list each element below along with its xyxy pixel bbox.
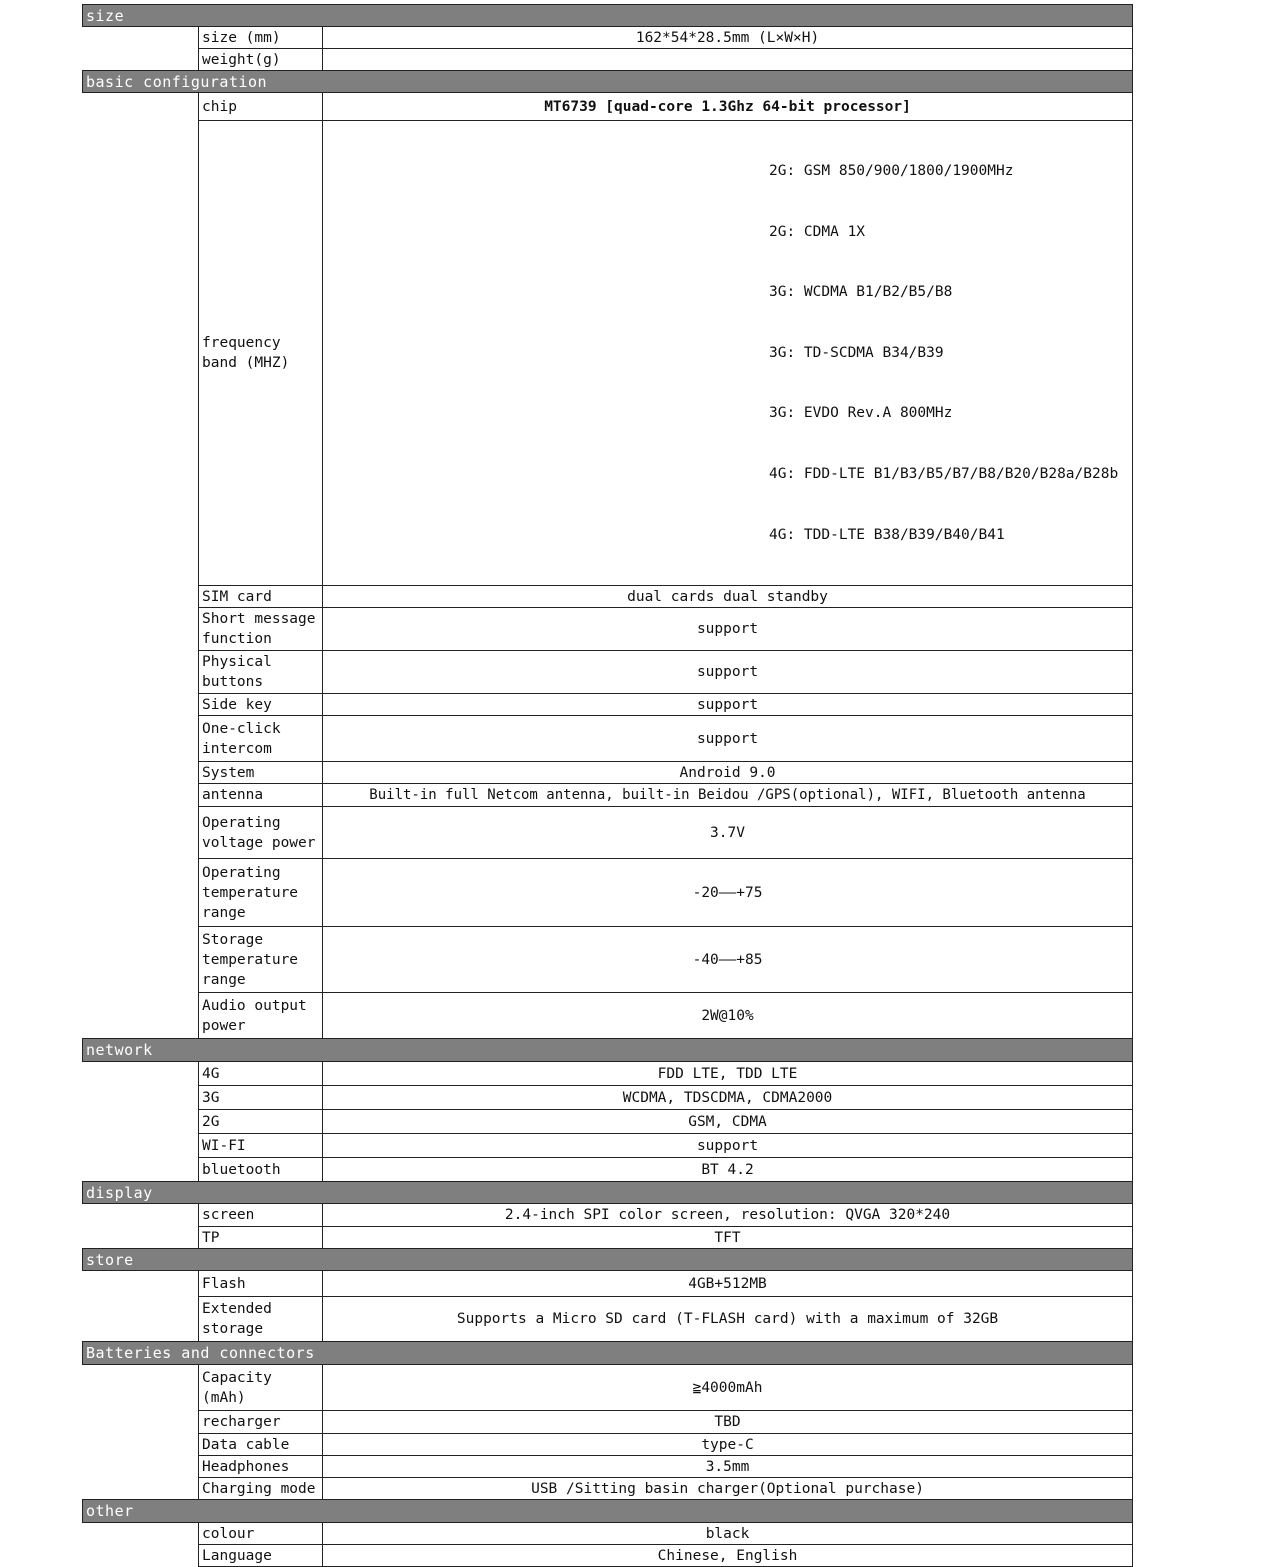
spec-value (323, 49, 1133, 71)
spec-row (83, 1434, 1133, 1456)
section-header-batteries-and-connectors (83, 1342, 1133, 1365)
spec-value: TBD (323, 1411, 1133, 1434)
spec-row (83, 859, 1133, 927)
section-title: Batteries and connectors (83, 1342, 1133, 1365)
spec-value: support (323, 694, 1133, 716)
spec-row (83, 1271, 1133, 1297)
spec-value: GSM, CDMA (323, 1110, 1133, 1134)
frequency-line: 2G: GSM 850/900/1800/1900MHz (769, 163, 1014, 179)
spec-row (83, 608, 1133, 651)
spec-value: TFT (323, 1227, 1133, 1249)
spec-row (83, 694, 1133, 716)
spec-label: recharger (199, 1411, 323, 1434)
spec-label: Side key (199, 694, 323, 716)
section-title: basic configuration (83, 71, 1133, 93)
spec-value: type-C (323, 1434, 1133, 1456)
spec-label: Audio output power (199, 993, 323, 1039)
frequency-list (323, 121, 1133, 586)
spec-label: weight(g) (199, 49, 323, 71)
frequency-line: 2G: CDMA 1X (769, 223, 866, 240)
spec-row (83, 27, 1133, 49)
spec-value: support (323, 1134, 1133, 1158)
spec-label: frequency band (MHZ) (199, 121, 323, 586)
section-title: size (83, 5, 1133, 27)
spec-row (83, 762, 1133, 784)
section-title: other (83, 1500, 1133, 1523)
spec-row (83, 993, 1133, 1039)
spec-row-frequency (83, 121, 1133, 586)
spec-row (83, 807, 1133, 859)
spec-label: Operating temperature range (199, 859, 323, 927)
spec-label: WI-FI (199, 1134, 323, 1158)
section-title: network (83, 1039, 1133, 1062)
spec-row (83, 716, 1133, 762)
spec-row (83, 651, 1133, 694)
spec-row (83, 1227, 1133, 1249)
spec-value: Android 9.0 (323, 762, 1133, 784)
spec-value: FDD LTE, TDD LTE (323, 1062, 1133, 1086)
spec-label: Storage temperature range (199, 927, 323, 993)
frequency-line: 3G: EVDO Rev.A 800MHz (769, 405, 953, 422)
section-header-basic-configuration (83, 71, 1133, 93)
section-title: store (83, 1249, 1133, 1271)
spec-value: -40——+85 (323, 927, 1133, 993)
spec-value: support (323, 716, 1133, 762)
spec-row (83, 1523, 1133, 1545)
spec-row (83, 784, 1133, 807)
spec-label: 4G (199, 1062, 323, 1086)
spec-label: screen (199, 1204, 323, 1227)
spec-row (83, 1411, 1133, 1434)
spec-value: support (323, 608, 1133, 651)
spec-label: bluetooth (199, 1158, 323, 1182)
spec-value: Supports a Micro SD card (T-FLASH card) with a maximum of 32GB (323, 1297, 1133, 1342)
spec-label: One-click intercom (199, 716, 323, 762)
spec-row (83, 1062, 1133, 1086)
frequency-line: 3G: WCDMA B1/B2/B5/B8 (769, 284, 953, 301)
spec-label: antenna (199, 784, 323, 807)
spec-value: 4GB+512MB (323, 1271, 1133, 1297)
spec-table (82, 4, 1133, 1567)
spec-row (83, 1204, 1133, 1227)
spec-value: black (323, 1523, 1133, 1545)
frequency-line: 4G: TDD-LTE B38/B39/B40/B41 (769, 526, 1005, 543)
spec-label: 3G (199, 1086, 323, 1110)
spec-label: chip (199, 93, 323, 121)
spec-row (83, 1456, 1133, 1478)
frequency-line: 4G: FDD-LTE B1/B3/B5/B7/B8/B20/B28a/B28b (769, 465, 1119, 482)
spec-value: 3.5mm (323, 1456, 1133, 1478)
spec-label: Language (199, 1545, 323, 1567)
spec-row (83, 927, 1133, 993)
spec-label: Extended storage (199, 1297, 323, 1342)
spec-label: Operating voltage power (199, 807, 323, 859)
section-title: display (83, 1182, 1133, 1204)
spec-value: dual cards dual standby (323, 586, 1133, 608)
spec-value: Built-in full Netcom antenna, built-in Beidou /GPS(optional), WIFI, Bluetooth antenna (323, 784, 1133, 807)
spec-value: 2.4-inch SPI color screen, resolution: QVGA 320*240 (323, 1204, 1133, 1227)
spec-label: System (199, 762, 323, 784)
section-header-store (83, 1249, 1133, 1271)
spec-value: Chinese, English (323, 1545, 1133, 1567)
frequency-line: 3G: TD-SCDMA B34/B39 (769, 344, 944, 361)
spec-row (83, 1365, 1133, 1411)
spec-label: Flash (199, 1271, 323, 1297)
spec-row (83, 1478, 1133, 1500)
section-header-size (83, 5, 1133, 27)
spec-value: USB /Sitting basin charger(Optional purchase) (323, 1478, 1133, 1500)
spec-label: 2G (199, 1110, 323, 1134)
spec-value: ≧4000mAh (323, 1365, 1133, 1411)
spec-label: Short message function (199, 608, 323, 651)
spec-row (83, 586, 1133, 608)
spec-value: 162*54*28.5mm (L×W×H) (323, 27, 1133, 49)
spec-label: colour (199, 1523, 323, 1545)
section-header-network (83, 1039, 1133, 1062)
spec-value: 2W@10% (323, 993, 1133, 1039)
spec-row (83, 1297, 1133, 1342)
spec-label: Charging mode (199, 1478, 323, 1500)
spec-sheet (82, 4, 1132, 1567)
section-header-other (83, 1500, 1133, 1523)
spec-value: BT 4.2 (323, 1158, 1133, 1182)
spec-label: Capacity (mAh) (199, 1365, 323, 1411)
spec-label: SIM card (199, 586, 323, 608)
spec-value: -20——+75 (323, 859, 1133, 927)
spec-label: Data cable (199, 1434, 323, 1456)
section-header-display (83, 1182, 1133, 1204)
spec-row (83, 1086, 1133, 1110)
spec-row (83, 1110, 1133, 1134)
spec-label: size (mm) (199, 27, 323, 49)
spec-row (83, 1134, 1133, 1158)
spec-row (83, 93, 1133, 121)
spec-row (83, 49, 1133, 71)
spec-value: 3.7V (323, 807, 1133, 859)
spec-row (83, 1158, 1133, 1182)
spec-label: TP (199, 1227, 323, 1249)
spec-value: MT6739 [quad-core 1.3Ghz 64-bit processor] (323, 93, 1133, 121)
spec-label: Headphones (199, 1456, 323, 1478)
spec-value: WCDMA, TDSCDMA, CDMA2000 (323, 1086, 1133, 1110)
spec-value: support (323, 651, 1133, 694)
spec-row (83, 1545, 1133, 1567)
spec-label: Physical buttons (199, 651, 323, 694)
